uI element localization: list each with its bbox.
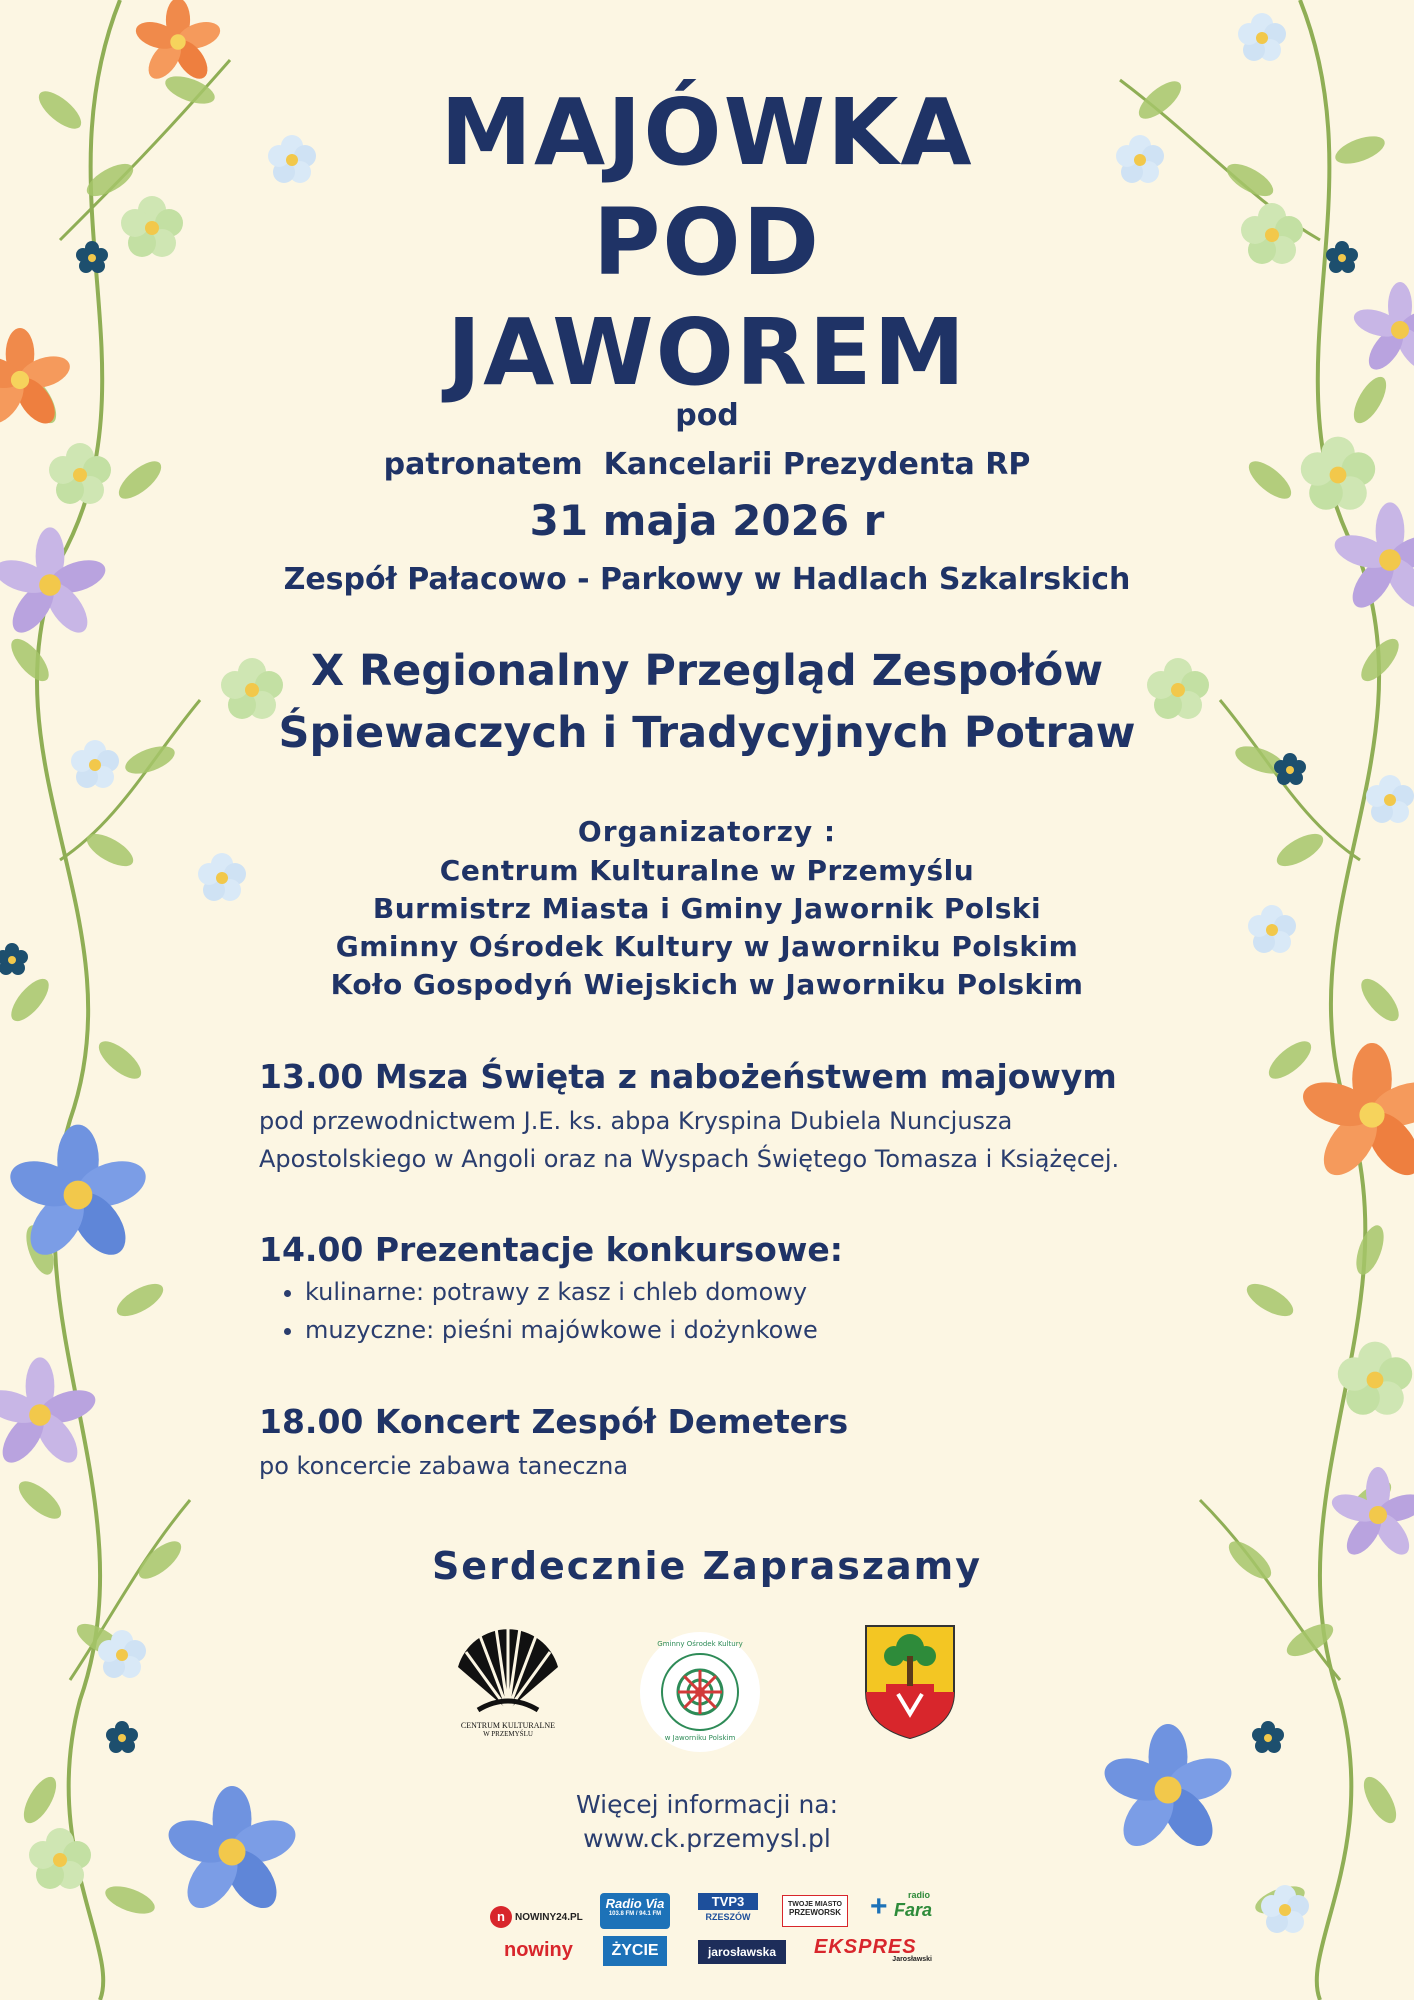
- schedule-heading: 13.00 Msza Święta z nabożeństwem majowym: [259, 1057, 1117, 1096]
- twoje-miasto-text-2: PRZEWORSK: [789, 1908, 841, 1917]
- organizer-item: Koło Gospodyń Wiejskich w Jaworniku Polskim: [330, 968, 1084, 1001]
- sponsor-twoje-miasto: [782, 1895, 848, 1927]
- coat-of-arms-logo: [862, 1622, 958, 1740]
- tvp3-text: TVP3: [698, 1893, 758, 1910]
- pod-label: pod: [675, 398, 739, 433]
- shell-icon: [448, 1622, 568, 1717]
- schedule-heading: 14.00 Prezentacje konkursowe:: [259, 1230, 843, 1269]
- radio-via-sub: 103.8 FM / 94.1 FM: [608, 1911, 662, 1917]
- more-info-label: Więcej informacji na:: [575, 1790, 839, 1819]
- event-venue: Zespół Pałacowo - Parkowy w Hadlach Szkalrskich: [283, 562, 1131, 597]
- nowiny24-text: NOWINY24.PL: [515, 1911, 583, 1923]
- organizer-item: Burmistrz Miasta i Gminy Jawornik Polski: [372, 892, 1042, 925]
- sponsor-nowiny: nowiny: [504, 1939, 573, 1961]
- sponsor-jaroslawska: [698, 1940, 786, 1964]
- main-title: [0, 78, 1414, 408]
- twoje-miasto-text-1: TWOJE MIASTO: [788, 1901, 842, 1908]
- fara-cross-icon: +: [870, 1890, 888, 1923]
- more-info: [0, 1788, 1414, 1856]
- tvp3-sub: RZESZÓW: [705, 1912, 751, 1922]
- gok-logo-bottom-text: w Jaworniku Polskim: [664, 1734, 736, 1742]
- schedule-description: [259, 1102, 1179, 1178]
- schedule-description: po koncercie zabawa taneczna: [259, 1452, 629, 1480]
- competition-list: [259, 1273, 1179, 1349]
- schedule-heading: 18.00 Koncert Zespół Demeters: [259, 1402, 849, 1441]
- patronage-line: patronatem Kancelarii Prezydenta RP: [383, 447, 1031, 482]
- schedule-item-mass: [259, 1057, 1179, 1178]
- ekspres-text: EKSPRES: [814, 1936, 917, 1958]
- ck-logo-text-2: W PRZEMYŚLU: [483, 1730, 533, 1738]
- centrum-kulturalne-logo: [448, 1622, 568, 1752]
- organizer-item: Gminny Ośrodek Kultury w Jaworniku Polskim: [335, 930, 1079, 963]
- sponsor-tvp3: [698, 1893, 758, 1929]
- title-line-3: JAWOREM: [446, 299, 968, 406]
- nowiny24-icon: n: [490, 1906, 512, 1928]
- event-name: [0, 640, 1414, 764]
- invitation-text: Serdecznie Zapraszamy: [431, 1544, 983, 1588]
- schedule-item-competition: [259, 1230, 1179, 1349]
- coat-of-arms-icon: [862, 1622, 958, 1740]
- schedule-text-line: pod przewodnictwem J.E. ks. abpa Kryspina Dubiela Nuncjusza: [259, 1107, 1013, 1135]
- sponsor-ekspres: [814, 1936, 932, 1970]
- more-info-url[interactable]: www.ck.przemysl.pl: [583, 1824, 831, 1853]
- jaroslawska-text: jarosławska: [707, 1945, 777, 1959]
- ck-logo-text-1: CENTRUM KULTURALNE: [460, 1721, 556, 1730]
- schedule-item-concert: [259, 1402, 1179, 1485]
- title-line-2: POD: [592, 189, 821, 296]
- title-line-1: MAJÓWKA: [440, 79, 974, 186]
- fara-text: Fara: [894, 1900, 933, 1920]
- organizer-item: Centrum Kulturalne w Przemyślu: [439, 854, 975, 887]
- event-date: 31 maja 2026 r: [529, 496, 885, 545]
- competition-item: • muzyczne: pieśni majówkowe i dożynkowe: [305, 1311, 1179, 1349]
- sponsor-nowiny24: [490, 1904, 583, 1930]
- sponsor-zycie: [603, 1936, 667, 1966]
- radio-via-text: Radio Via: [605, 1896, 665, 1911]
- fara-radio-text: radio: [908, 1890, 931, 1900]
- sponsor-radio-via: [600, 1893, 670, 1929]
- event-name-line-2: Śpiewaczych i Tradycyjnych Potraw: [278, 708, 1136, 758]
- event-name-line-1: X Regionalny Przegląd Zespołów: [310, 646, 1104, 696]
- sponsor-radio-fara: [870, 1890, 938, 1926]
- gok-logo-top-text: Gminny Ośrodek Kultury: [657, 1640, 743, 1648]
- ekspres-sub: Jarosławski: [892, 1956, 932, 1963]
- organizers-heading: Organizatorzy :: [577, 815, 837, 848]
- competition-item: • kulinarne: potrawy z kasz i chleb domowy: [305, 1273, 1179, 1311]
- zycie-text: ŻYCIE: [611, 1942, 659, 1959]
- organizers-list: [0, 852, 1414, 1004]
- schedule-text-line: Apostolskiego w Angoli oraz na Wyspach Świętego Tomasza i Książęcej.: [259, 1145, 1120, 1173]
- gok-logo: [638, 1630, 762, 1754]
